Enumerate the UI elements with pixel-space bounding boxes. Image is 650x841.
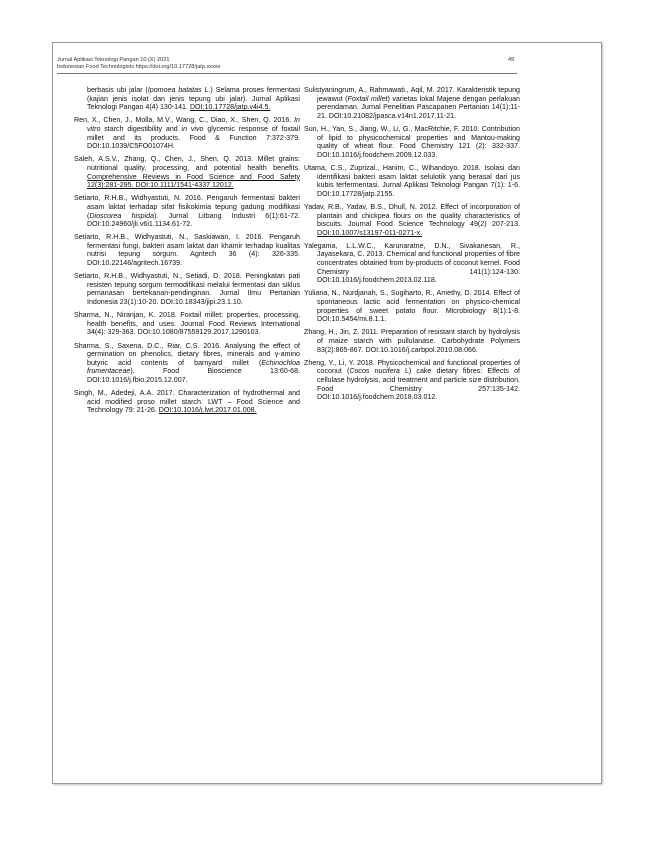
- reference-text: Sharma, N., Niranjan, K. 2018. Foxtail millet: properties, processing, health benefits, and uses. Journal Food Reviews International 34(4): 329-363. DOI:10.1080/87559129.2017.1290103.: [74, 311, 300, 337]
- reference-text: ). Jurnal Litbang Industri 6(1):61-72. DOI:10.24960/jli.v6i1.1134.61-72.: [87, 211, 300, 229]
- reference-entry: [74, 155, 300, 189]
- reference-entry: [74, 389, 300, 415]
- reference-italic: in vivo: [181, 124, 204, 133]
- reference-text: L.) Selama proses fermentasi (kajian jenis isolat dan jenis tepung ubi jalar). Jurnal Aplikasi Teknologi Pangan 4(4) 130-141.: [87, 86, 300, 112]
- reference-italic: Cocos nucifera: [349, 367, 400, 376]
- reference-text: Yalegama, L.L.W.C., Karunaratne, D.N., Sivakanesan, R., Jayasekara, C. 2013. Chemical and functional properties of fibre concentrates obtained from by-products of coconut kernel. Food Chemistry 141(1):124-130. DOI:10.1016/j.foodchem.2013.02.118.: [304, 241, 520, 285]
- reference-entry: [304, 203, 520, 237]
- reference-italic: Foxtail millet: [347, 94, 388, 103]
- reference-text: Utama, C.S., Zuprizal., Hanim, C., Wihandoyo. 2018. Isolasi dan identifikasi bakteri asam laktat selulotik yang berasal dari jus kubis terfermentasi. Jurnal Aplikasi Teknologi Pangan 7(1): 1-6. DOI:10.17728/jatp.2155.: [304, 163, 520, 198]
- reference-link[interactable]: DOI:10.1007/s13197-011-0271-x.: [317, 228, 423, 237]
- reference-entry: [304, 164, 520, 198]
- reference-text: Singh, M., Adedeji, A.A. 2017. Characterization of hydrothermal and acid modified proso millet starch. LWT – Food Science and Technology 79: 21-26.: [74, 389, 300, 415]
- reference-italic: In vitro: [87, 116, 300, 133]
- reference-text: Setiarto, R.H.B., Widhyastuti, N., Saskiawan, I. 2016. Pengaruh fermentasi fungi, bakteri asam laktat dan khamir terhadap kualitas nutrisi tepung sorgum. Agritech 36 (4): 326-335. DOI:10.22146/agritech.16739.: [74, 233, 300, 268]
- reference-text: Setiarto, R.H.B., Widhyastuti, N. 2016. Pengaruh fermentasi bakteri asam laktat terhadap sifat fisikokimia tepung gadung modifikasi (: [74, 194, 300, 220]
- reference-text: Sharma, S., Saxena, D.C., Riar, C.S. 2016. Analysing the effect of germination on phenolics, dietary fibres, minerals and γ-amino butyric acid contents of barnyard millet (: [74, 341, 300, 367]
- reference-text: Setiarto, R.H.B., Widhyastuti, N., Setiadi, D. 2018. Peningkatan pati resisten tepung sorgum termodifikasi melalui fermentasi dan siklus pemanasan bertekanan-pendinginan. Jurnal Ilmu Pertanian Indonesia 23(1):10-20. DOI:10.18343/jipi.23.1.10.: [74, 272, 300, 307]
- reference-entry: [304, 242, 520, 285]
- reference-entry: [304, 86, 520, 120]
- journal-line: Jurnal Aplikasi Teknologi Pangan 10 (X) 2021: [57, 57, 170, 63]
- reference-entry: [74, 116, 300, 150]
- site-line: Indonesian Food Technologists https://doi.org/10.17728/jatp.xxxxx: [57, 64, 221, 70]
- reference-link[interactable]: DOI:10.1016/j.lwt.2017.01.008.: [158, 406, 257, 415]
- reference-entry: [74, 272, 300, 306]
- running-header: [57, 57, 527, 71]
- reference-entry: [304, 328, 520, 354]
- reference-entry: [74, 311, 300, 337]
- reference-italic: Dioscorea hispida: [89, 211, 155, 220]
- page-number: 49: [508, 57, 515, 63]
- reference-italic: Echinochloa frumentaceae: [87, 358, 300, 376]
- reference-entry: [74, 86, 300, 112]
- reference-text: starch digestibility and: [100, 124, 182, 133]
- reference-text: Sulistyaningrum, A., Rahmawati., Aqil, M. 2017. Karakteristik tepung jewawut (: [304, 86, 520, 103]
- reference-text: ). Food Bioscience 13:60-68. DOI:10.1016/j.fbio.2015.12.007.: [87, 367, 300, 384]
- reference-entry: [304, 289, 520, 323]
- reference-entry: [74, 342, 300, 385]
- reference-italic: Ipomoea batatas: [147, 86, 202, 94]
- reference-text: berbasis ubi jalar (: [87, 86, 148, 94]
- reference-text: Sun, H., Yan, S., Jiang, W., Li, G., MacRitchie, F. 2010. Contribution of lipid to physicochemical properties and Mantou-making quality of wheat flour. Food Chemistry 121 (2): 332-337. DOI:10.1016/j.foodchem.2009.12.033.: [304, 124, 520, 159]
- reference-text: Saleh, A.S.V., Zhang, Q., Chen, J., Shen, Q. 2013. Millet grains: nutritional quality, processing, and potential health benefits.: [74, 155, 300, 172]
- reference-entry: [304, 359, 520, 402]
- reference-text: ) varietas lokal Majene dengan perlakuan perendaman. Jurnal Penelitian Pascapanen Pertanian 14(1):11-21. DOI:10.21082/jpasca.v14n1.2017.11-21.: [317, 94, 520, 120]
- reference-column-right: [304, 86, 520, 406]
- reference-link[interactable]: Comprehensive Reviews in Food Science and Food Safety 12(3):281-295. DOI:10.1111/1541-4337.12012.: [87, 172, 300, 190]
- header-divider: [57, 73, 517, 74]
- reference-entry: [304, 125, 520, 159]
- reference-link[interactable]: DOI:10.17728/jatp.v4i4.5.: [189, 103, 271, 112]
- reference-entry: [74, 194, 300, 228]
- reference-text: Yadav, R.B., Yadav, B.S., Dhull, N. 2012. Effect of incorporation of plantain and chickpea flours on the quality characteristics of biscuits. Journal Food Science Technology 49(2) 207-213.: [304, 202, 520, 229]
- reference-text: glycemic response of foxtail millet and its products. Food & Function 7:372-379. DOI:10.1039/C5FO01074H.: [87, 124, 301, 151]
- reference-text: Zheng, Y., Li, Y. 2018. Physicochemical and functional properties of coconut (: [304, 358, 520, 376]
- reference-text: Yuliana, N., Nurdjanah, S., Sugiharto, R., Amethy, D. 2014. Effect of spontaneous lactic acid fermentation on physico-chemical properties of sweet potato flour. Microbiology 8(1):1-8. DOI:10.5454/mi.8.1.1.: [304, 289, 520, 324]
- reference-text: Zhang, H., Jin, Z. 2011. Preparation of resistant starch by hydrolysis of maize starch with pullulanase. Carbohydrate Polymers 83(2):865-867. DOI:10.1016/j.carbpol.2010.08.066.: [304, 328, 520, 354]
- reference-text: Ren, X., Chen, J., Molla, M.V., Wang, C., Diao, X., Shen, Q. 2016.: [74, 116, 295, 125]
- reference-entry: [74, 233, 300, 267]
- reference-column-left: [74, 86, 300, 420]
- reference-text: L) cake dietary fibres: Effects of cellulase hydrolysis, acid treatment and particle size distribution. Food Chemistry 257:135-142. DOI:10.1016/j.foodchem.2018.03.012.: [317, 367, 520, 402]
